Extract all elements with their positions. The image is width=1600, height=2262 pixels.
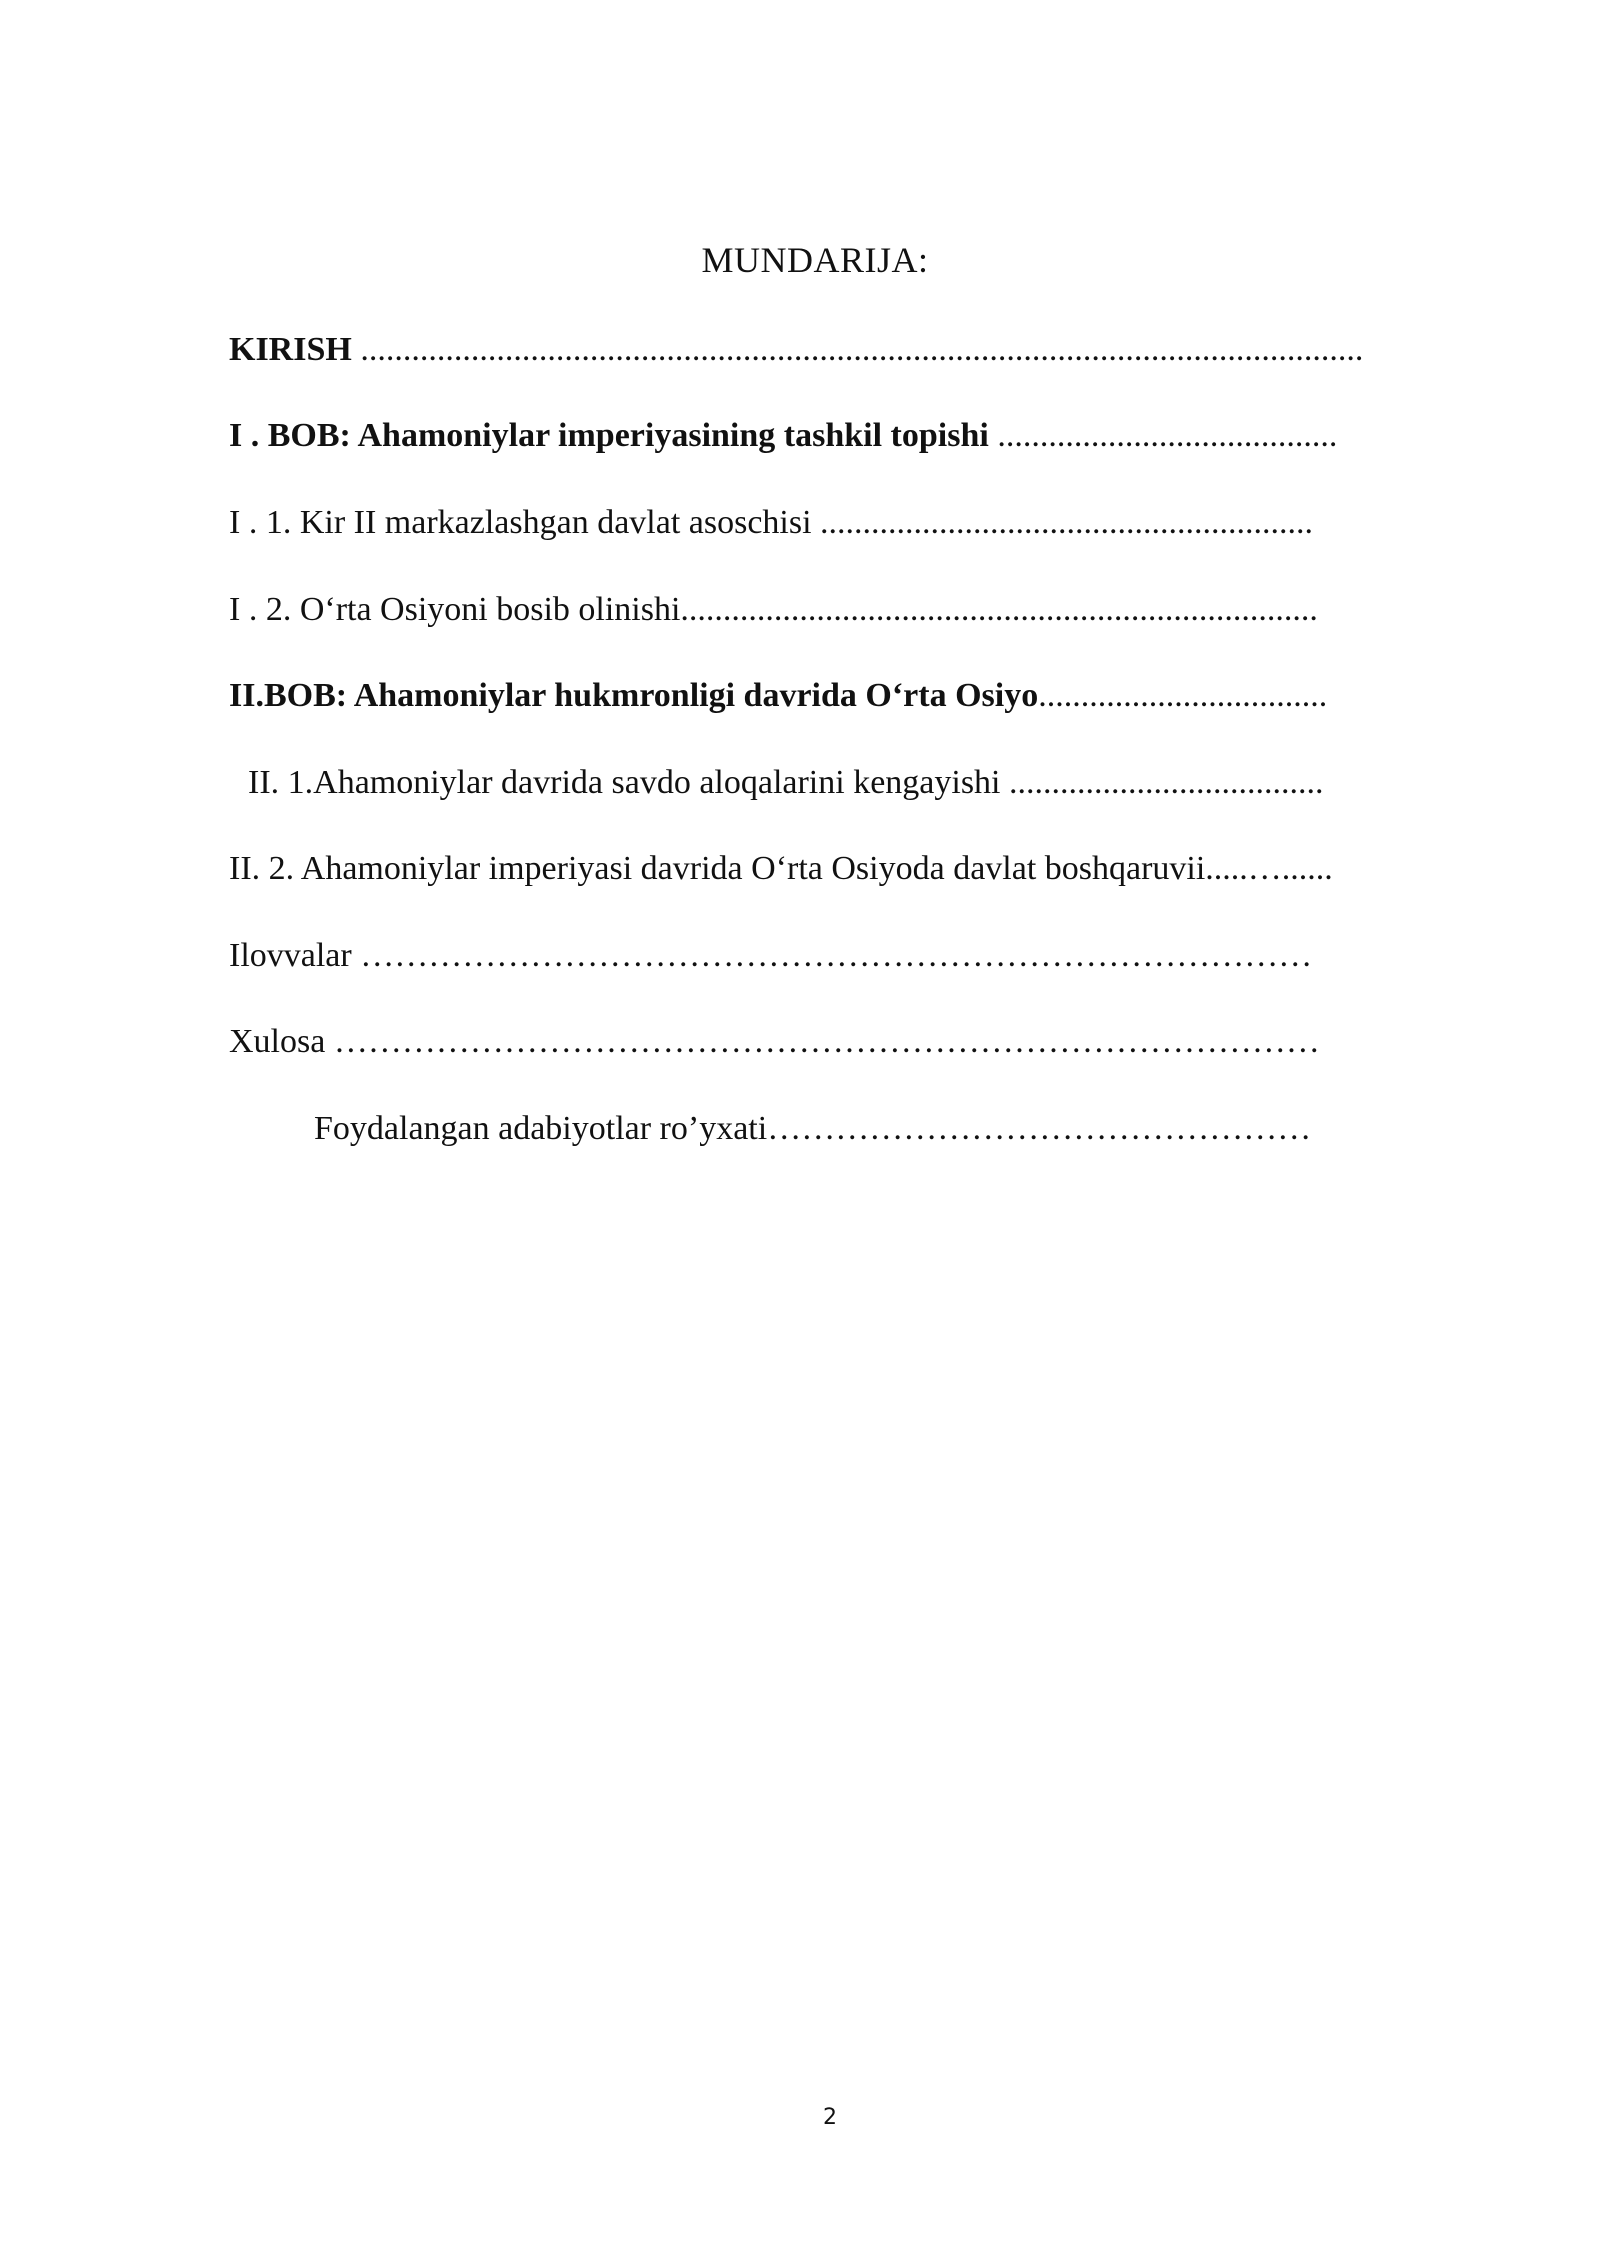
toc-entry-ilovvalar: Ilovvalar …………………………………………………………………………: [229, 937, 1313, 974]
toc-entry-bob-1: [229, 414, 1337, 458]
toc-entry-bob-2-2: II. 2. Ahamoniylar imperiyasi davrida O‘rta Osiyoda davlat boshqaruvii.....…......: [229, 850, 1333, 887]
toc-entry-bob-1-2: I . 2. O‘rta Osiyoni bosib olinishi...........................................................................: [229, 591, 1318, 628]
toc-entry-label: KIRISH: [229, 331, 352, 368]
toc-entry-leader: ..................................: [1038, 677, 1328, 714]
page-number: 2: [823, 2105, 837, 2130]
toc-entry-adabiyotlar: Foydalangan adabiyotlar ro’yxati…………………………………………: [314, 1110, 1312, 1147]
toc-entry-leader: ........................................: [988, 417, 1338, 454]
toc-entry-xulosa: Xulosa ……………………………………………………………………………: [229, 1023, 1320, 1060]
toc-entry-label: II.BOB: Ahamoniylar hukmronligi davrida O‘rta Osiyo: [229, 677, 1039, 714]
toc-entry-bob-2-1: II. 1.Ahamoniylar davrida savdo aloqalarini kengayishi .....................................: [248, 764, 1324, 801]
toc-entry-bob-2: [229, 674, 1327, 718]
page-title: MUNDARIJA:: [701, 240, 929, 280]
toc-entry-label: I . BOB: Ahamoniylar imperiyasining tashkil topishi: [229, 417, 989, 454]
toc-entry-bob-1-1: I . 1. Kir II markazlashgan davlat asoschisi ..........................................................: [229, 504, 1314, 541]
toc-entry-kirish: [229, 328, 1363, 372]
toc-entry-leader: ......................................................................................................................: [351, 331, 1364, 368]
